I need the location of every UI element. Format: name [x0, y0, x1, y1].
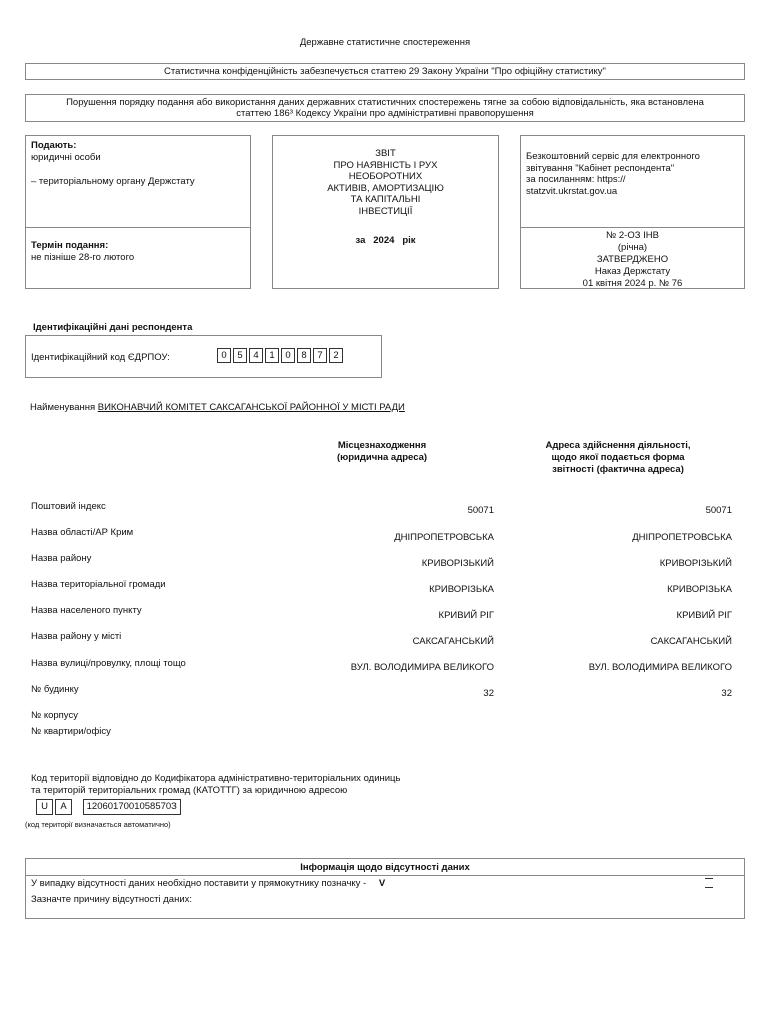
report-title-line: ТА КАПІТАЛЬНІ — [350, 194, 421, 205]
edrpou-digit: 0 — [281, 348, 295, 363]
address-row-label: № будинку — [31, 684, 79, 695]
actual-address-value: ВУЛ. ВОЛОДИМИРА ВЕЛИКОГО — [588, 662, 732, 673]
address-row-label: Назва району у місті — [31, 631, 122, 642]
address-row-label: Назва області/АР Крим — [31, 527, 134, 538]
edrpou-box — [25, 335, 382, 378]
legal-address-value: ДНІПРОПЕТРОВСЬКА — [394, 532, 494, 543]
report-title-line: НЕОБОРОТНИХ — [348, 171, 423, 182]
katottg-code-field — [36, 799, 181, 815]
report-title-box — [272, 135, 499, 289]
report-title-line: ПРО НАЯВНІСТЬ І РУХ — [333, 159, 438, 171]
address-row-label: № квартири/офісу — [31, 726, 111, 737]
absence-box — [25, 858, 745, 919]
katottg-description — [31, 773, 400, 797]
legal-address-value: КРИВОРІЗЬКА — [429, 584, 494, 595]
katottg-note: (код території визначається автоматично) — [25, 820, 171, 829]
katottg-prefix-cell: A — [55, 799, 72, 815]
absence-reason-label: Зазначте причину відсутності даних: — [31, 894, 193, 905]
form-number: № 2-ОЗ ІНВ — [606, 230, 659, 241]
report-title-line: ЗВІТ — [375, 148, 396, 159]
form-date: 01 квітня 2024 р. № 76 — [582, 278, 683, 289]
address-row-label: Назва вулиці/провулку, площі тощо — [31, 658, 186, 669]
actual-address-header-line: звітності (фактична адреса) — [552, 464, 684, 475]
actual-address-value: КРИВОРІЗЬКИЙ — [659, 558, 732, 569]
report-title-line: ІНВЕСТИЦІЇ — [358, 205, 413, 217]
respondent-name-label: Найменування — [30, 402, 96, 413]
confidentiality-notice — [25, 63, 745, 80]
edrpou-digit: 5 — [233, 348, 247, 363]
edrpou-digit: 7 — [313, 348, 327, 363]
actual-address-value: КРИВИЙ РІГ — [676, 610, 732, 621]
report-title — [273, 148, 498, 217]
submitters-to: – територіальному органу Держстату — [31, 176, 195, 187]
respondent-name-row — [30, 402, 405, 413]
legal-address-value: 32 — [483, 688, 494, 699]
address-row-label: № корпусу — [31, 710, 78, 721]
actual-address-value: 32 — [721, 688, 732, 699]
submitters-who: юридичні особи — [31, 152, 101, 163]
service-line: звітування "Кабінет респондента" — [526, 162, 675, 174]
katottg-prefix-cell: U — [36, 799, 53, 815]
absence-title: Інформація щодо відсутності даних — [300, 862, 470, 873]
edrpou-digit: 2 — [329, 348, 343, 363]
form-order: Наказ Держстату — [594, 266, 671, 277]
edrpou-digit: 4 — [249, 348, 263, 363]
form-approved: ЗАТВЕРДЖЕНО — [596, 254, 669, 265]
absence-instruction-row — [31, 878, 385, 889]
service-line: Безкоштовний сервіс для електронного — [526, 151, 700, 162]
edrpou-digit: 8 — [297, 348, 311, 363]
address-row-label: Поштовий індекс — [31, 501, 106, 512]
respondent-section-title: Ідентифікаційні дані респондента — [33, 322, 193, 333]
absence-checkbox[interactable] — [705, 878, 713, 888]
address-row-label: Назва населеного пункту — [31, 605, 142, 616]
violation-text: Порушення порядку подання або використання даних державних статистичних спостережень тягне за собою відповідальність, яка встановлена статтею 186³ Кодексу України про адміністративні правопорушення — [66, 97, 704, 119]
legal-address-header — [282, 440, 482, 464]
katottg-text-line: Код території відповідно до Кодифікатора адміністративно-територіальних одиниць — [31, 773, 401, 784]
absence-instruction: У випадку відсутності даних необхідно поставити у прямокутнику позначку - — [31, 878, 367, 889]
actual-address-header-line: щодо якої подається форма — [551, 452, 685, 463]
legal-address-value: КРИВИЙ РІГ — [438, 610, 494, 621]
submitters-label: Подають: — [31, 140, 77, 151]
edrpou-digit: 1 — [265, 348, 279, 363]
address-row-label: Назва району — [31, 553, 92, 564]
address-row-label: Назва територіальної громади — [31, 579, 166, 590]
edrpou-code — [217, 348, 345, 363]
katottg-text-line: та територій територіальних громад (КАТОТТГ) за юридичною адресою — [31, 785, 348, 796]
edrpou-label: Ідентифікаційний код ЄДРПОУ: — [31, 352, 170, 363]
deadline-label: Термін подання: — [31, 240, 109, 251]
edrpou-digit: 0 — [217, 348, 231, 363]
actual-address-header-line: Адреса здійснення діяльності, — [545, 440, 691, 451]
form-number-block — [521, 230, 744, 290]
report-title-line: АКТИВІВ, АМОРТИЗАЦІЮ — [327, 182, 444, 194]
report-period: за 2024 рік — [355, 235, 416, 246]
violation-notice — [25, 94, 745, 122]
service-line: за посиланням: https:// — [526, 174, 626, 185]
actual-address-value: САКСАГАНСЬКИЙ — [650, 636, 732, 647]
confidentiality-text: Статистична конфіденційність забезпечується статтею 29 Закону України "Про офіційну статистику" — [164, 66, 606, 77]
service-link[interactable]: statzvit.ukrstat.gov.ua — [526, 185, 618, 197]
legal-address-value: КРИВОРІЗЬКИЙ — [421, 558, 494, 569]
submitters-box — [25, 135, 251, 289]
actual-address-header — [518, 440, 718, 476]
katottg-code: 1206017001058570З — [83, 799, 181, 815]
form-header-title: Державне статистичне спостереження — [299, 37, 471, 48]
respondent-name: ВИКОНАВЧИЙ КОМІТЕТ САКСАГАНСЬКОЇ РАЙОННОЇ У МІСТІ РАДИ — [97, 402, 405, 413]
actual-address-value: ДНІПРОПЕТРОВСЬКА — [632, 532, 732, 543]
actual-address-value: КРИВОРІЗЬКА — [667, 584, 732, 595]
form-periodicity: (річна) — [617, 242, 648, 253]
legal-address-header-line: (юридична адреса) — [336, 452, 428, 463]
service-info — [526, 151, 700, 197]
actual-address-value: 50071 — [705, 505, 732, 516]
legal-address-value: САКСАГАНСЬКИЙ — [412, 636, 494, 647]
legal-address-header-line: Місцезнаходження — [337, 440, 427, 451]
legal-address-value: 50071 — [467, 505, 494, 516]
legal-address-value: ВУЛ. ВОЛОДИМИРА ВЕЛИКОГО — [350, 662, 494, 673]
form-info-box — [520, 135, 745, 289]
absence-mark: V — [378, 878, 386, 889]
deadline-value: не пізніше 28-го лютого — [31, 252, 135, 263]
